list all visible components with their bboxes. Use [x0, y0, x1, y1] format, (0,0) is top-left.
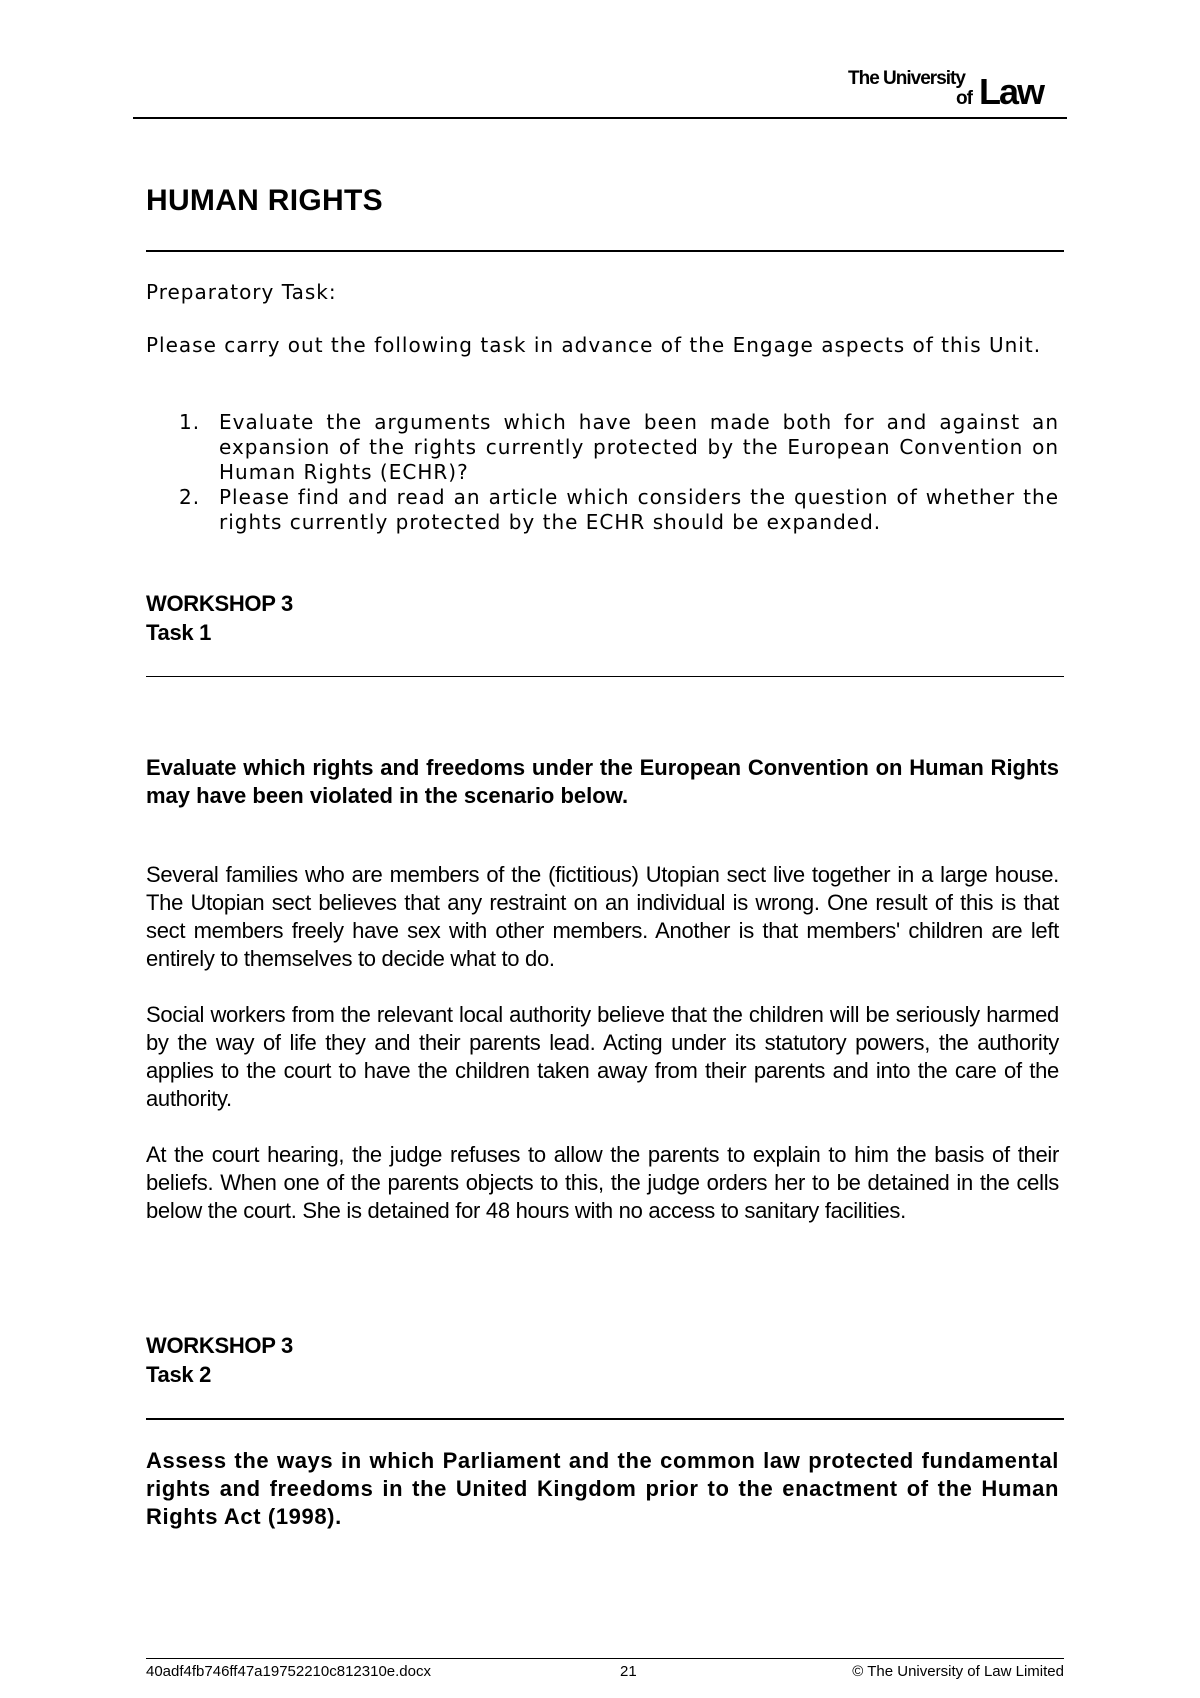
preparatory-task-list [146, 410, 1059, 535]
task1-workshop-label: WORKSHOP 3 [146, 591, 293, 616]
task2-workshop-label: WORKSHOP 3 [146, 1333, 293, 1358]
header-rule [133, 117, 1067, 119]
task2-rule [146, 1418, 1064, 1420]
footer-rule [146, 1658, 1064, 1659]
logo-text-law: Law [979, 71, 1044, 112]
task2-heading [146, 1331, 293, 1389]
task2-question: Assess the ways in which Parliament and the common law protected fundamental rights and freedoms in the United Kingdom prior to the enactment of the Human Rights Act (1998). [146, 1448, 1059, 1529]
list-item-number: 1. [179, 410, 201, 434]
scenario-paragraph-2: Social workers from the relevant local authority believe that the children will be seriously harmed by the way of life they and their parents lead. Acting under its statutory powers, the authority applies to the court to have the children taken away from their parents and into the care of the authority. [146, 1002, 1059, 1111]
scenario-paragraph-3: At the court hearing, the judge refuses to allow the parents to explain to him the basis of their beliefs. When one of the parents objects to this, the judge orders her to be detained in the cells below the court. She is detained for 48 hours with no access to sanitary facilities. [146, 1142, 1059, 1223]
footer-page-number: 21 [620, 1663, 637, 1680]
task1-rule [146, 676, 1064, 677]
logo-text-of: of [956, 88, 972, 109]
list-item [146, 410, 1059, 485]
footer-filename: 40adf4fb746ff47a19752210c812310e.docx [146, 1663, 431, 1680]
list-item-number: 2. [179, 485, 201, 509]
title-rule [146, 250, 1064, 252]
preparatory-intro: Please carry out the following task in advance of the Engage aspects of this Unit. [146, 333, 1042, 357]
list-item-text: Evaluate the arguments which have been made both for and against an expansion of the rights currently protected by the European Convention on Human Rights (ECHR)? [219, 410, 1059, 484]
task1-task-label: Task 1 [146, 620, 212, 645]
university-logo [848, 66, 1058, 112]
task1-question: Evaluate which rights and freedoms under the European Convention on Human Rights may have been violated in the scenario below. [146, 755, 1059, 808]
list-item [146, 485, 1059, 535]
logo-text-university: The University [848, 68, 965, 89]
task2-task-label: Task 2 [146, 1362, 212, 1387]
footer-copyright: © The University of Law Limited [852, 1663, 1064, 1680]
task1-heading [146, 589, 293, 647]
document-title: HUMAN RIGHTS [146, 184, 383, 217]
scenario-paragraph-1: Several families who are members of the (fictitious) Utopian sect live together in a large house. The Utopian sect believes that any restraint on an individual is wrong. One result of this is that sect members freely have sex with other members. Another is that members' children are left entirely to themselves to decide what to do. [146, 862, 1059, 971]
preparatory-label: Preparatory Task: [146, 280, 337, 304]
list-item-text: Please find and read an article which considers the question of whether the rights currently protected by the ECHR should be expanded. [219, 485, 1059, 534]
